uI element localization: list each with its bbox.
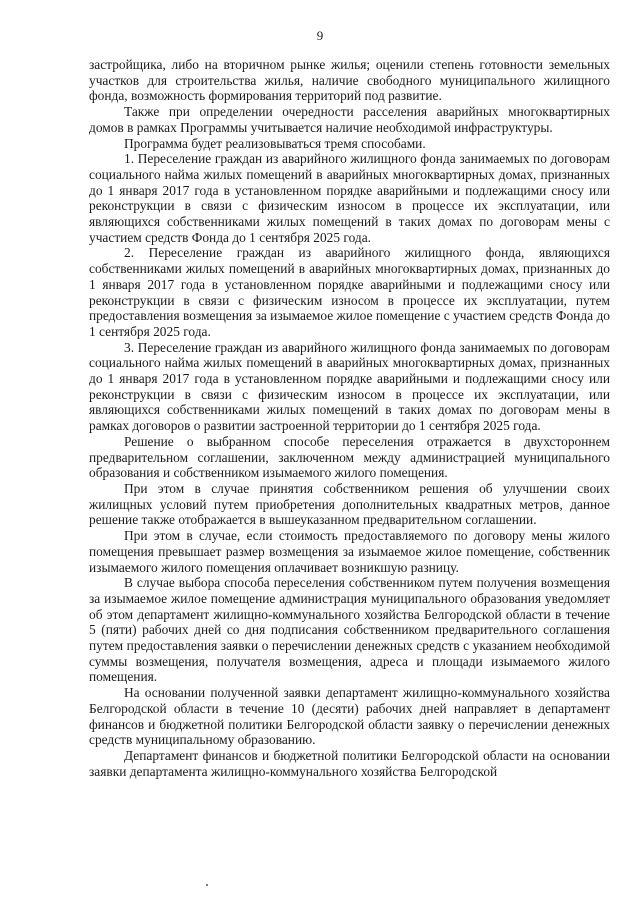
paragraph-application: На основании полученной заявки департамент жилищно-коммунального хозяйства Белгородской области в течение 10 (десяти) рабочих дней направляет в департамент финансов и бюджетной политики Белгородской области заявку о перечислении денежных средств муниципальному образованию. xyxy=(89,685,610,748)
paragraph-infrastructure: Также при определении очередности расселения аварийных многоквартирных домов в рамках Программы учитывается наличие необходимой инфраструктуры. xyxy=(89,104,610,135)
paragraph-method-3: 3. Переселение граждан из аварийного жилищного фонда занимаемых по договорам социального найма жилых помещений в аварийных многоквартирных домах, признанных до 1 января 2017 года в установленном порядке аварийными и подлежащими сносу или реконструкции в связи с физическим износом в процессе их эксплуатации, или являющихся собственниками жилых помещений в таких домах по договорам мены в рамках договоров о развитии застроенной территории до 1 сентября 2025 года. xyxy=(89,339,610,434)
paragraph-price-difference: При этом в случае, если стоимость предоставляемого по договору мены жилого помещения превышает размер возмещения за изымаемое жилое помещение, собственник изымаемого жилого помещения оплачивает возникшую разницу. xyxy=(89,528,610,575)
paragraph-three-methods: Программа будет реализовываться тремя способами. xyxy=(124,135,426,151)
paragraph-method-2: 2. Переселение граждан из аварийного жилищного фонда, являющихся собственниками жилых помещений в аварийных многоквартирных домах, признанных до 1 января 2017 года в установленном порядке аварийными и подлежащими сносу или реконструкции в связи с физическим износом в процессе их эксплуатации, путем предоставления возмещения за изымаемое жилое помещение с участием средств Фонда до 1 сентября 2025 года. xyxy=(89,245,610,339)
paragraph-method-1: 1. Переселение граждан из аварийного жилищного фонда занимаемых по договорам социального найма жилых помещений в аварийных многоквартирных домах, признанных до 1 января 2017 года в установленном порядке аварийными и подлежащими сносу или реконструкции в связи с физическим износом в процессе их эксплуатации, или являющихся собственниками жилых помещений в таких домах по договорам мены с участием средств Фонда до 1 сентября 2025 года. xyxy=(89,151,610,245)
page-number: 9 xyxy=(316,28,324,43)
document-body xyxy=(89,57,610,779)
scan-speck xyxy=(206,884,208,886)
paragraph-decision: Решение о выбранном способе переселения отражается в двухстороннем предварительном соглашении, заключенном между администрацией муниципального образования и собственником изымаемого жилого помещения. xyxy=(89,433,610,481)
paragraph-continuation: застройщика, либо на вторичном рынке жилья; оценили степень готовности земельных участков для строительства жилья, наличие свободного муниципального жилищного фонда, возможность формирования территорий под развитие. xyxy=(89,57,610,104)
paragraph-compensation: В случае выбора способа переселения собственником путем получения возмещения за изымаемое жилое помещение администрация муниципального образования уведомляет об этом департамент жилищно-коммунального хозяйства Белгородской области в течение 5 (пяти) рабочих дней со дня подписания собственником предварительного соглашения путем предоставления заявки о перечислении денежных средств с указанием необходимой суммы возмещения, получателя возмещения, адреса и площади изымаемого жилого помещения. xyxy=(89,575,610,685)
paragraph-extra-meters: При этом в случае принятия собственником решения об улучшении своих жилищных условий путем приобретения дополнительных квадратных метров, данное решение также отображается в вышеуказанном предварительном соглашении. xyxy=(89,480,610,528)
paragraph-finance-department: Департамент финансов и бюджетной политики Белгородской области на основании заявки департамента жилищно-коммунального хозяйства Белгородской xyxy=(89,747,610,779)
